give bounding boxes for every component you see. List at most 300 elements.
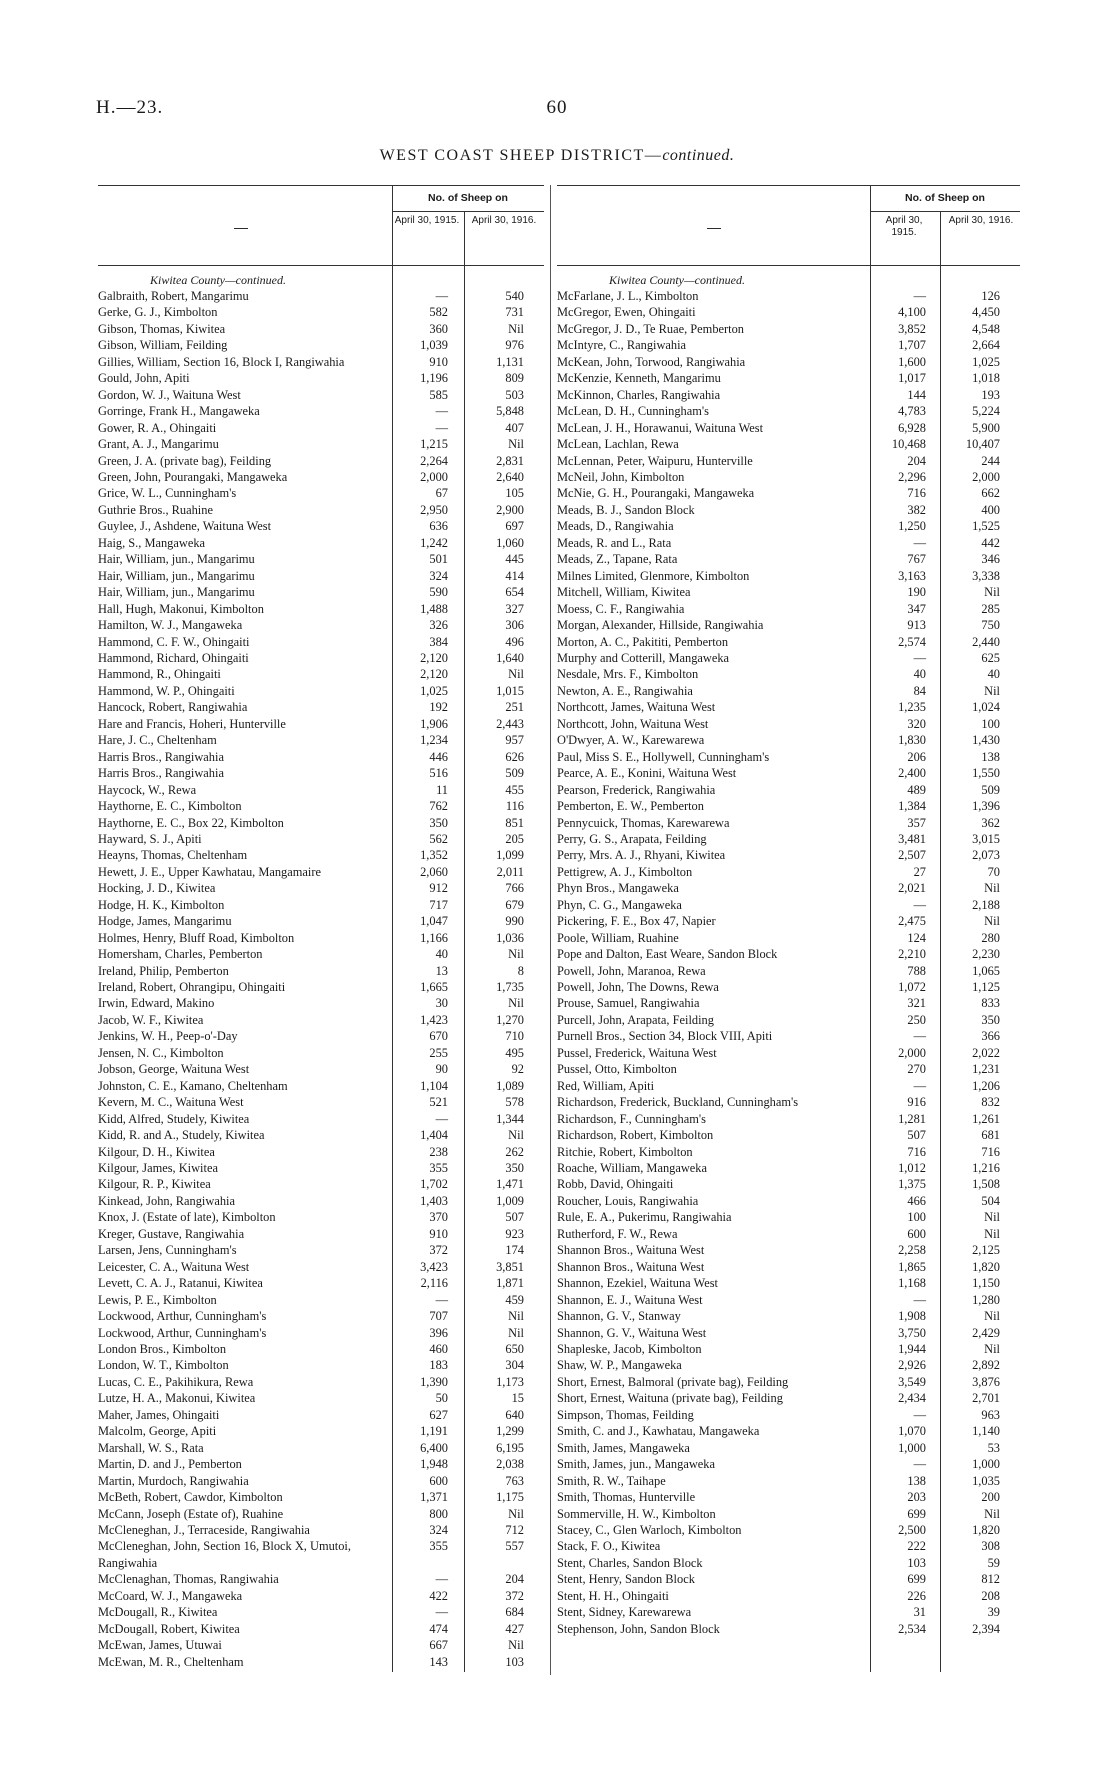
sheep-1915: 422 — [429, 1588, 448, 1603]
sheep-1916: 1,280 — [972, 1292, 1000, 1307]
table-row — [557, 436, 1020, 452]
sheep-1916: 1,000 — [972, 1457, 1000, 1472]
owner-name: Kidd, Alfred, Studely, Kiwitea — [98, 1111, 250, 1126]
sheep-1916: 851 — [505, 815, 524, 830]
owner-name: Rule, E. A., Pukerimu, Rangiwahia — [557, 1210, 732, 1225]
owner-name: Shaw, W. P., Mangaweka — [557, 1358, 682, 1373]
owner-name: Lutze, H. A., Makonui, Kiwitea — [98, 1391, 256, 1406]
table-row — [557, 337, 1020, 353]
owner-name: Levett, C. A. J., Ratanui, Kiwitea — [98, 1276, 263, 1291]
table-row — [98, 716, 544, 732]
sheep-1916: 2,664 — [972, 338, 1000, 353]
title-suffix: continued. — [662, 147, 735, 164]
sheep-1915: 255 — [429, 1045, 448, 1060]
sheep-1915: 1,908 — [898, 1309, 926, 1324]
sheep-1916: 710 — [505, 1029, 524, 1044]
sheep-1916: 2,831 — [496, 453, 524, 468]
owner-name: Green, J. A. (private bag), Feilding — [98, 453, 272, 468]
table-row — [557, 1407, 1020, 1423]
owner-name: McLean, Lachlan, Rewa — [557, 437, 679, 452]
owner-name: Shapleske, Jacob, Kimbolton — [557, 1342, 702, 1356]
sheep-1915: 910 — [429, 1226, 448, 1241]
owner-name: Stack, F. O., Kiwitea — [557, 1539, 661, 1554]
table-row — [557, 1193, 1020, 1209]
sheep-1916: 39 — [987, 1605, 1000, 1620]
sheep-1916: 4,450 — [972, 305, 1000, 320]
sheep-1915: 1,702 — [420, 1177, 448, 1192]
owner-name: Milnes Limited, Glenmore, Kimbolton — [557, 568, 750, 583]
owner-name: Purnell Bros., Section 34, Block VIII, Apiti — [557, 1029, 773, 1044]
table-row — [98, 995, 544, 1011]
sheep-1916: 2,188 — [972, 897, 1000, 912]
sheep-1916: 2,073 — [972, 848, 1000, 863]
sheep-1916: 1,231 — [972, 1062, 1000, 1077]
table-row — [557, 1374, 1020, 1390]
sheep-1915: 226 — [907, 1588, 926, 1603]
sheep-1916: 262 — [505, 1144, 524, 1159]
table-row — [98, 1456, 544, 1472]
owner-name: Stent, H. H., Ohingaiti — [557, 1588, 669, 1603]
sheep-1916: 1,270 — [496, 1012, 524, 1027]
table-row — [98, 1604, 544, 1620]
table-row — [557, 1571, 1020, 1587]
sheep-1915: 707 — [429, 1309, 448, 1324]
sheep-1915: 1,665 — [420, 980, 448, 995]
owner-name: Perry, G. S., Arapata, Feilding — [557, 831, 707, 846]
sheep-1916: Nil — [508, 1638, 524, 1653]
owner-name: Galbraith, Robert, Mangarimu — [98, 289, 249, 303]
owner-name: Moess, C. F., Rangiwahia — [557, 601, 685, 616]
left-column — [98, 185, 544, 1670]
owner-name: Richardson, Robert, Kimbolton — [557, 1128, 714, 1143]
sheep-1915: 1,235 — [898, 700, 926, 715]
owner-name: Stent, Henry, Sandon Block — [557, 1572, 695, 1587]
sheep-1916: 445 — [505, 552, 524, 567]
sheep-1916: 503 — [505, 387, 524, 402]
sheep-1915: 590 — [429, 585, 448, 600]
owner-name: Jobson, George, Waituna West — [98, 1062, 250, 1077]
owner-name: McEwan, M. R., Cheltenham — [98, 1654, 244, 1669]
table-row — [98, 584, 544, 600]
table-row — [98, 601, 544, 617]
sheep-1915: — — [913, 535, 926, 550]
table-row — [98, 1127, 544, 1143]
sheep-1916: 244 — [981, 453, 1000, 468]
table-row — [98, 1078, 544, 1094]
sheep-1915: 600 — [907, 1226, 926, 1241]
table-row — [98, 551, 544, 567]
owner-name: Kinkead, John, Rangiwahia — [98, 1193, 235, 1208]
sheep-1916: 208 — [981, 1588, 1000, 1603]
table-row — [557, 1538, 1020, 1554]
owner-name: Shannon, G. V., Waituna West — [557, 1325, 707, 1340]
sheep-1916: 957 — [505, 733, 524, 748]
county-heading-text: Kiwitea County—continued. — [150, 273, 286, 287]
sheep-1915: 913 — [907, 618, 926, 633]
right-column — [557, 185, 1020, 1637]
table-row — [557, 1325, 1020, 1341]
sheep-1916: 990 — [505, 914, 524, 929]
owner-name: Richardson, Frederick, Buckland, Cunningham's — [557, 1095, 799, 1110]
sheep-1916: 1,508 — [972, 1177, 1000, 1192]
sheep-1915: 1,168 — [898, 1276, 926, 1291]
sheep-1915: 90 — [435, 1062, 448, 1077]
sheep-1916: 1,820 — [972, 1522, 1000, 1537]
table-row — [98, 930, 544, 946]
sheep-1915: 30 — [435, 996, 448, 1011]
table-row — [98, 436, 544, 452]
sheep-1915: 355 — [429, 1161, 448, 1176]
sheep-1915: 1,017 — [898, 371, 926, 386]
table-row — [98, 699, 544, 715]
table-row — [557, 699, 1020, 715]
sheep-1916: 1,089 — [496, 1078, 524, 1093]
sheep-1916: 2,230 — [972, 947, 1000, 962]
owner-name: Powell, John, The Downs, Rewa — [557, 980, 719, 995]
sheep-1916: 809 — [505, 371, 524, 386]
owner-name: Newton, A. E., Rangiwahia — [557, 683, 693, 698]
owner-name: Smith, R. W., Taihape — [557, 1473, 666, 1488]
sheep-1915: 350 — [429, 815, 448, 830]
sheep-1916: 138 — [981, 749, 1000, 764]
sheep-1916: 640 — [505, 1407, 524, 1422]
owner-name: Smith, James, jun., Mangaweka — [557, 1457, 715, 1472]
owner-name: Shannon, G. V., Stanway — [557, 1309, 681, 1324]
table-row — [557, 1144, 1020, 1160]
sheep-1915: — — [913, 1078, 926, 1093]
owner-name: Jensen, N. C., Kimbolton — [98, 1045, 224, 1060]
table-row — [98, 568, 544, 584]
owner-name: Meads, D., Rangiwahia — [557, 519, 674, 534]
owner-name: Short, Ernest, Waituna (private bag), Feilding — [557, 1391, 783, 1406]
table-row — [98, 1094, 544, 1110]
left-column-header — [98, 185, 544, 266]
sheep-1916: Nil — [508, 667, 524, 682]
sheep-1916: 1,525 — [972, 519, 1000, 534]
owner-name: Kidd, R. and A., Studely, Kiwitea — [98, 1128, 265, 1143]
sheep-1915: 1,166 — [420, 930, 448, 945]
sheep-1915: 192 — [429, 700, 448, 715]
table-row — [98, 1209, 544, 1225]
owner-name: Green, John, Pourangaki, Mangaweka — [98, 469, 288, 484]
sheep-1916: Nil — [508, 1309, 524, 1324]
col-divider — [940, 211, 941, 265]
sheep-1916: 731 — [505, 305, 524, 320]
sheep-1916: 8 — [517, 963, 524, 978]
sheep-1916: 2,640 — [496, 469, 524, 484]
owner-name: Simpson, Thomas, Feilding — [557, 1407, 694, 1422]
sheep-1916: 285 — [981, 601, 1000, 616]
owner-name: Malcolm, George, Apiti — [98, 1424, 217, 1439]
sheep-1916: 1,125 — [972, 980, 1000, 995]
owner-name: McNeil, John, Kimbolton — [557, 469, 685, 484]
table-row — [98, 1538, 544, 1571]
table-row — [557, 1275, 1020, 1291]
sheep-1916: 750 — [981, 618, 1000, 633]
owner-name: Shannon, E. J., Waituna West — [557, 1292, 703, 1307]
table-row — [557, 304, 1020, 320]
sheep-1915: 355 — [429, 1539, 448, 1554]
sheep-1916: 626 — [505, 749, 524, 764]
sheep-1915: 3,549 — [898, 1374, 926, 1389]
owner-name: Gorringe, Frank H., Mangaweka — [98, 404, 260, 419]
sheep-1916: 3,851 — [496, 1259, 524, 1274]
owner-name: Haythorne, E. C., Kimbolton — [98, 799, 242, 814]
owner-name: Larsen, Jens, Cunningham's — [98, 1243, 237, 1258]
table-row — [557, 387, 1020, 403]
sheep-1916: Nil — [984, 1342, 1000, 1356]
sheep-1916: 654 — [505, 585, 524, 600]
owner-name: Hare and Francis, Hoheri, Hunterville — [98, 716, 286, 731]
owner-name: Hayward, S. J., Apiti — [98, 831, 202, 846]
owner-name: Rutherford, F. W., Rewa — [557, 1226, 678, 1241]
owner-name: Robb, David, Ohingaiti — [557, 1177, 674, 1192]
owner-name: Pearson, Frederick, Rangiwahia — [557, 782, 716, 797]
owner-name: McIntyre, C., Rangiwahia — [557, 338, 687, 353]
sheep-1916: 976 — [505, 338, 524, 353]
owner-name: McKinnon, Charles, Rangiwahia — [557, 387, 721, 402]
sheep-1916: 1,015 — [496, 683, 524, 698]
table-row — [557, 551, 1020, 567]
table-row — [98, 815, 544, 831]
sheep-1915: 324 — [429, 1522, 448, 1537]
sheep-1915: 2,434 — [898, 1391, 926, 1406]
sheep-1915: 138 — [907, 1473, 926, 1488]
right-column-header — [557, 185, 1020, 266]
owner-name: Roache, William, Mangaweka — [557, 1161, 707, 1176]
table-row — [98, 1654, 544, 1670]
sheep-1915: 1,707 — [898, 338, 926, 353]
sheep-1915: 40 — [913, 667, 926, 682]
owner-name: Hare, J. C., Cheltenham — [98, 733, 217, 748]
sheep-1916: 1,060 — [496, 535, 524, 550]
table-row — [98, 485, 544, 501]
sheep-1916: 1,035 — [972, 1473, 1000, 1488]
sheep-1916: Nil — [508, 321, 524, 336]
sheep-1915: 84 — [913, 683, 926, 698]
table-row — [98, 1028, 544, 1044]
owner-name: London, W. T., Kimbolton — [98, 1358, 229, 1373]
sheep-1915: — — [913, 1407, 926, 1422]
sheep-1915: 1,944 — [898, 1342, 926, 1356]
sheep-1916: 2,443 — [496, 716, 524, 731]
sheep-1916: 1,550 — [972, 766, 1000, 781]
table-row — [557, 1423, 1020, 1439]
owner-name: McCoard, W. J., Mangaweka — [98, 1588, 243, 1603]
table-row — [98, 1440, 544, 1456]
table-row — [98, 798, 544, 814]
table-row — [557, 1012, 1020, 1028]
owner-name: McGregor, J. D., Te Ruae, Pemberton — [557, 321, 744, 336]
sheep-1916: 6,195 — [496, 1440, 524, 1455]
sheep-1916: 100 — [981, 716, 1000, 731]
table-row — [557, 831, 1020, 847]
sheep-1915: 2,116 — [420, 1276, 448, 1291]
table-row — [98, 535, 544, 551]
sheep-1916: 1,206 — [972, 1078, 1000, 1093]
table-row — [98, 1193, 544, 1209]
owner-name: Powell, John, Maranoa, Rewa — [557, 963, 706, 978]
table-row — [98, 1571, 544, 1587]
sheep-1915: 1,404 — [420, 1128, 448, 1143]
owner-name: Morton, A. C., Pakititi, Pemberton — [557, 634, 729, 649]
sheep-1916: 2,440 — [972, 634, 1000, 649]
sheep-1916: 308 — [981, 1539, 1000, 1554]
owner-name: McGregor, Ewen, Ohingaiti — [557, 305, 696, 320]
sheep-1916: 59 — [987, 1555, 1000, 1570]
sheep-1916: Nil — [508, 996, 524, 1011]
sheep-1915: — — [913, 1029, 926, 1044]
sheep-1916: 1,261 — [972, 1111, 1000, 1126]
sheep-1915: 2,500 — [898, 1522, 926, 1537]
sheep-1916: 174 — [505, 1243, 524, 1258]
sheep-1916: Nil — [984, 1210, 1000, 1225]
owner-name: Martin, D. and J., Pemberton — [98, 1457, 242, 1472]
owner-name: Haycock, W., Rewa — [98, 782, 197, 797]
table-row — [98, 1292, 544, 1308]
owner-name: Shannon Bros., Waituna West — [557, 1259, 705, 1274]
owner-name: Gower, R. A., Ohingaiti — [98, 420, 217, 435]
owner-name: Kilgour, D. H., Kiwitea — [98, 1144, 215, 1159]
table-row — [98, 782, 544, 798]
owner-name: Haig, S., Mangaweka — [98, 535, 206, 550]
sheep-1916: 495 — [505, 1045, 524, 1060]
sheep-1915: 321 — [907, 996, 926, 1011]
table-row — [557, 288, 1020, 304]
table-row — [98, 1275, 544, 1291]
sheep-1916: 70 — [987, 864, 1000, 879]
owner-name: Smith, Thomas, Hunterville — [557, 1490, 696, 1505]
sheep-1915: 144 — [907, 387, 926, 402]
table-row — [98, 1160, 544, 1176]
owner-name: McEwan, James, Utuwai — [98, 1638, 222, 1653]
sheep-1915: 1,196 — [420, 371, 448, 386]
sheep-1915: 13 — [435, 963, 448, 978]
owner-name: Kevern, M. C., Waituna West — [98, 1095, 244, 1110]
sheep-1916: 507 — [505, 1210, 524, 1225]
table-row — [557, 749, 1020, 765]
sheep-1916: 193 — [981, 387, 1000, 402]
sheep-1915: 2,400 — [898, 766, 926, 781]
sheep-1915: 6,400 — [420, 1440, 448, 1455]
owner-name: McLennan, Peter, Waipuru, Hunterville — [557, 453, 753, 468]
sheep-1916: 509 — [505, 766, 524, 781]
owner-name: Ritchie, Robert, Kimbolton — [557, 1144, 693, 1159]
sheep-1916: 1,871 — [496, 1276, 524, 1291]
sheep-1916: 650 — [505, 1342, 524, 1356]
owner-name: McLean, J. H., Horawanui, Waituna West — [557, 420, 764, 435]
table-row — [98, 1390, 544, 1406]
sheep-1915: 1,600 — [898, 354, 926, 369]
owner-name: Phyn, C. G., Mangaweka — [557, 897, 682, 912]
table-row — [98, 1259, 544, 1275]
owner-name: Kilgour, R. P., Kiwitea — [98, 1177, 211, 1192]
table-row — [557, 1473, 1020, 1489]
sheep-1915: 1,403 — [420, 1193, 448, 1208]
owner-name: Holmes, Henry, Bluff Road, Kimbolton — [98, 930, 295, 945]
sheep-1916: Nil — [984, 1226, 1000, 1241]
sheep-1916: Nil — [984, 914, 1000, 929]
sheep-1915: 1,423 — [420, 1012, 448, 1027]
table-row — [98, 634, 544, 650]
sheep-1915: 124 — [907, 930, 926, 945]
owner-name: Hewett, J. E., Upper Kawhatau, Mangamaire — [98, 864, 321, 879]
sheep-1915: 27 — [913, 864, 926, 879]
sheep-1916: 1,216 — [972, 1161, 1000, 1176]
owner-name: Pickering, F. E., Box 47, Napier — [557, 914, 716, 929]
sheep-1916: 1,820 — [972, 1259, 1000, 1274]
sheep-1916: Nil — [508, 1325, 524, 1340]
sheep-1916: 92 — [511, 1062, 524, 1077]
sheep-1915: 585 — [429, 387, 448, 402]
sheep-1916: 1,099 — [496, 848, 524, 863]
sheep-1916: 766 — [505, 881, 524, 896]
sheep-1916: Nil — [508, 1506, 524, 1521]
owner-name: Ireland, Philip, Pemberton — [98, 963, 229, 978]
table-row — [98, 683, 544, 699]
sheep-1915: 2,120 — [420, 650, 448, 665]
sheep-1915: 67 — [435, 486, 448, 501]
owner-name: Haythorne, E. C., Box 22, Kimbolton — [98, 815, 284, 830]
sheep-1915: 360 — [429, 321, 448, 336]
sheep-1916: 126 — [981, 289, 1000, 303]
group-label: No. of Sheep on — [428, 192, 508, 204]
sheep-1916: 5,900 — [972, 420, 1000, 435]
owner-name: Poole, William, Ruahine — [557, 930, 679, 945]
table-row — [98, 288, 544, 304]
sheep-1916: 1,065 — [972, 963, 1000, 978]
owner-name: Hair, William, jun., Mangarimu — [98, 552, 255, 567]
owner-name: McFarlane, J. L., Kimbolton — [557, 289, 699, 303]
table-row — [98, 979, 544, 995]
owner-name: Hamilton, W. J., Mangaweka — [98, 618, 243, 633]
owner-name: Hancock, Robert, Rangiwahia — [98, 700, 248, 715]
table-row — [98, 453, 544, 469]
table-row — [98, 1325, 544, 1341]
sheep-1916: 40 — [987, 667, 1000, 682]
owner-name: Short, Ernest, Balmoral (private bag), Feilding — [557, 1374, 789, 1389]
sheep-1915: — — [913, 650, 926, 665]
owner-name: Grice, W. L., Cunningham's — [98, 486, 237, 501]
owner-name: Lockwood, Arthur, Cunningham's — [98, 1325, 267, 1340]
table-row — [98, 469, 544, 485]
sheep-1916: Nil — [508, 947, 524, 962]
group-label: No. of Sheep on — [905, 192, 985, 204]
table-row — [557, 1209, 1020, 1225]
table-row — [98, 963, 544, 979]
owner-name: Morgan, Alexander, Hillside, Rangiwahia — [557, 618, 764, 633]
owner-name: Smith, C. and J., Kawhatau, Mangaweka — [557, 1424, 760, 1439]
sheep-1915: — — [435, 1292, 448, 1307]
sheep-1916: 5,224 — [972, 404, 1000, 419]
sheep-1916: 400 — [981, 502, 1000, 517]
sheep-1916: 1,024 — [972, 700, 1000, 715]
sheep-1916: 1,344 — [496, 1111, 524, 1126]
sheep-1915: 767 — [907, 552, 926, 567]
sheep-1915: 667 — [429, 1638, 448, 1653]
sheep-1915: — — [435, 404, 448, 419]
sheep-1916: 2,000 — [972, 469, 1000, 484]
owner-name: Paul, Miss S. E., Hollywell, Cunningham's — [557, 749, 770, 764]
sheep-1916: 763 — [505, 1473, 524, 1488]
sheep-1915: 2,264 — [420, 453, 448, 468]
sheep-1916: 306 — [505, 618, 524, 633]
sheep-1916: Nil — [984, 585, 1000, 600]
table-row — [557, 1390, 1020, 1406]
sheep-1916: 684 — [505, 1605, 524, 1620]
owner-name: Lewis, P. E., Kimbolton — [98, 1292, 217, 1307]
sheep-1916: 504 — [981, 1193, 1000, 1208]
